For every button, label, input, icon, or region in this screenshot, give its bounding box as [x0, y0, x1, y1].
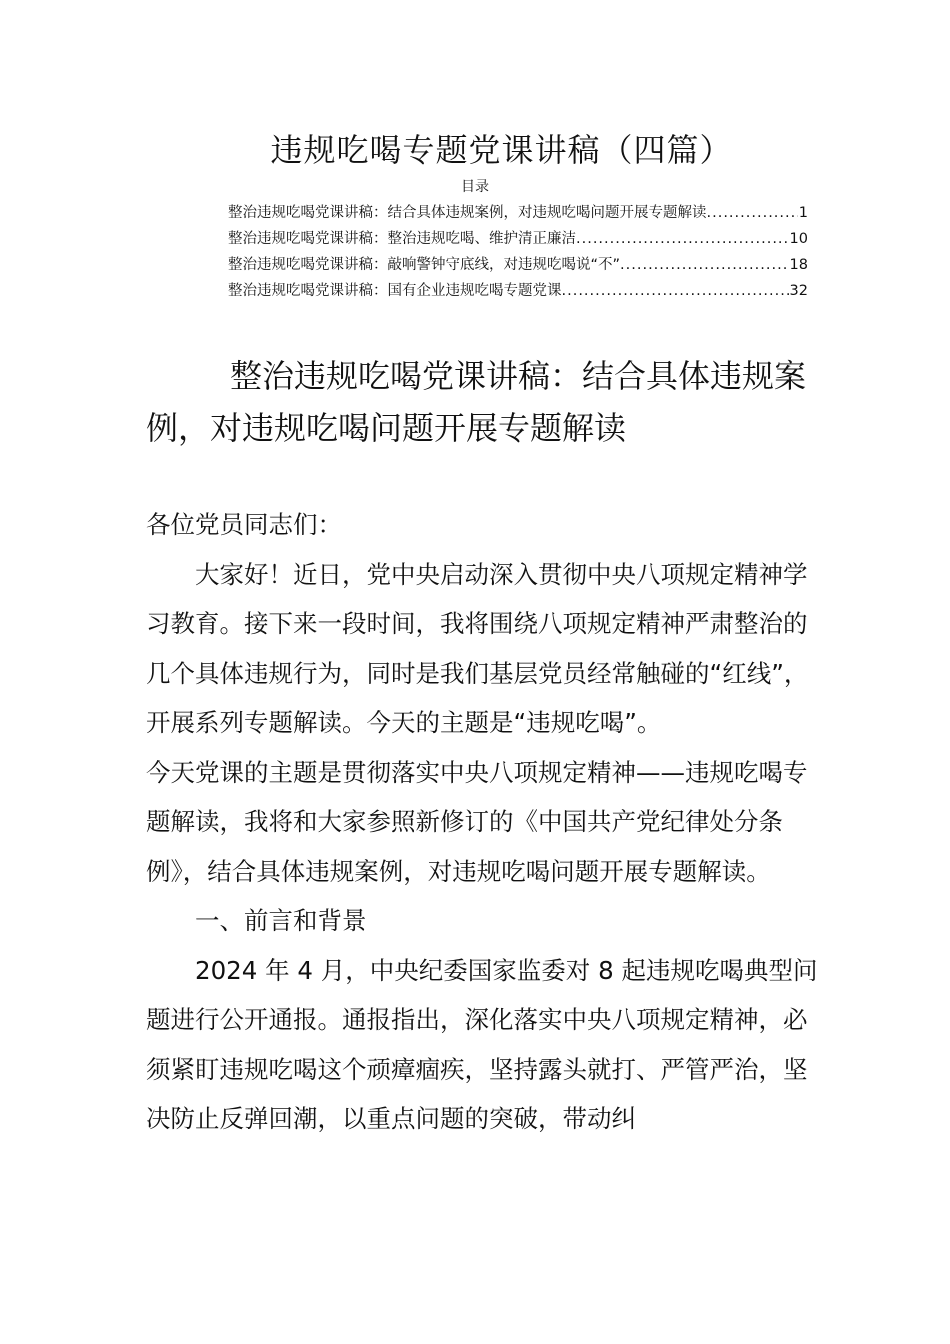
paragraph: 今天党课的主题是贯彻落实中央八项规定精神——违规吃喝专题解读，我将和大家参照新修订的《中国共产党纪律处分条例》，结合具体违规案例，对违规吃喝问题开展专题解读。 [146, 757, 808, 886]
salutation: 各位党员同志们： [146, 510, 342, 539]
toc-entry-page: 32 [789, 283, 808, 299]
toc-leader [562, 278, 789, 304]
toc-entry[interactable] [228, 226, 808, 252]
toc-entry-page: 18 [789, 257, 808, 273]
toc-heading: 目录 [461, 179, 489, 195]
document-title: 违规吃喝专题党课讲稿（四篇） [270, 131, 733, 169]
toc-entry-text: 整治违规吃喝党课讲稿：敲响警钟守底线，对违规吃喝说“不” [228, 257, 621, 273]
section-title: 整治违规吃喝党课讲稿：结合具体违规案例，对违规吃喝问题开展专题解读 [146, 357, 807, 447]
toc-leader [707, 200, 798, 226]
toc-leader [576, 226, 789, 252]
body-text [146, 500, 826, 1144]
toc-entry-page: 1 [798, 205, 808, 221]
toc-entry-text: 整治违规吃喝党课讲稿：整治违规吃喝、维护清正廉洁 [228, 231, 576, 247]
paragraph: 大家好！近日，党中央启动深入贯彻中央八项规定精神学习教育。接下来一段时间，我将围绕八项规定精神严肃整治的几个具体违规行为，同时是我们基层党员经常触碰的“红线”，开展系列专题解读。今天的主题是“违规吃喝”。 [146, 559, 809, 737]
toc-entry[interactable] [228, 278, 808, 304]
toc-entry[interactable] [228, 200, 808, 226]
toc-entry-text: 整治违规吃喝党课讲稿：国有企业违规吃喝专题党课 [228, 283, 562, 299]
toc-entry-text: 整治违规吃喝党课讲稿：结合具体违规案例，对违规吃喝问题开展专题解读 [228, 205, 707, 221]
toc-entry-page: 10 [789, 231, 808, 247]
paragraph: 2024 年 4 月，中央纪委国家监委对 8 起违规吃喝典型问题进行公开通报。通报指出，深化落实中央八项规定精神，必须紧盯违规吃喝这个顽瘴痼疾，坚持露头就打、严管严治，坚决防止反弹回潮，以重点问题的突破，带动纠 [146, 955, 818, 1133]
section-heading: 一、前言和背景 [195, 906, 367, 935]
toc-leader [620, 252, 789, 278]
table-of-contents [228, 200, 808, 304]
toc-entry[interactable] [228, 252, 808, 278]
